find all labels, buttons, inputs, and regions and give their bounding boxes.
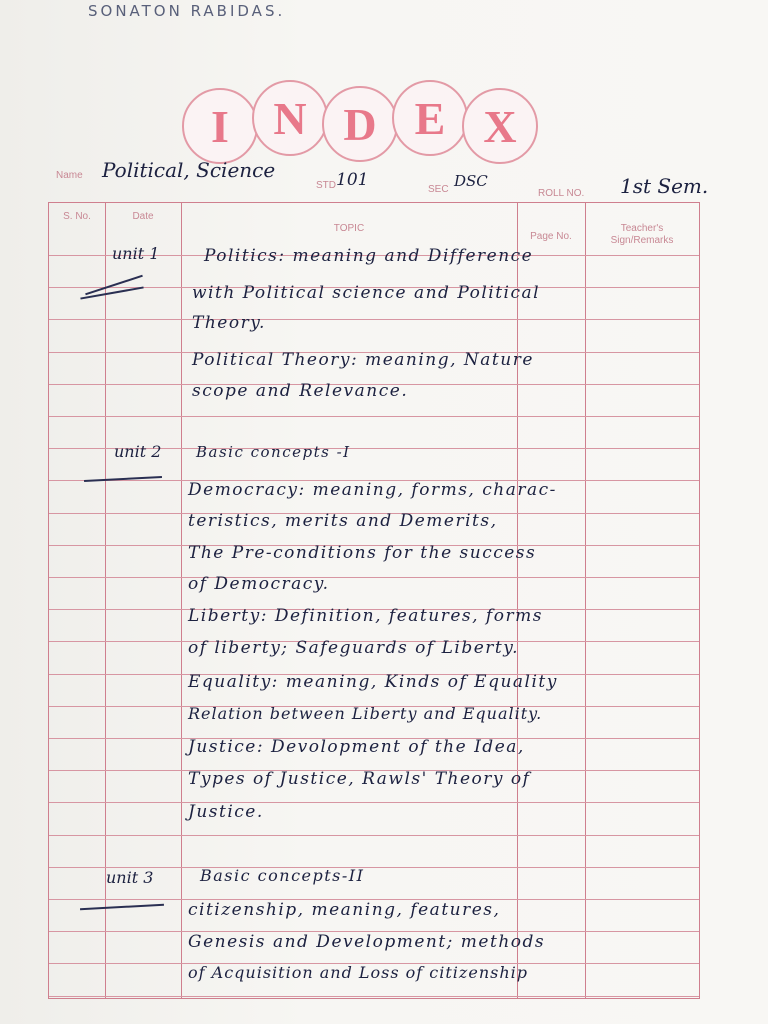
ruled-line — [49, 802, 699, 803]
column-header-sno: S. No. — [63, 211, 91, 222]
topic-line: The Pre-conditions for the success — [188, 543, 537, 563]
unit-label: unit 3 — [106, 868, 154, 887]
column-divider — [517, 203, 518, 998]
topic-line: Basic concepts -I — [196, 443, 351, 461]
roll-value: 1st Sem. — [620, 174, 709, 198]
topic-line: with Political science and Political — [192, 283, 541, 303]
column-divider — [585, 203, 586, 998]
unit-label: unit 2 — [114, 442, 162, 461]
topic-line: of Acquisition and Loss of citizenship — [188, 963, 528, 982]
sec-value: DSC — [454, 172, 488, 190]
column-header-teacher: Teacher's Sign/Remarks — [610, 223, 674, 246]
column-header-date: Date — [132, 211, 154, 222]
column-header-page: Page No. — [530, 231, 572, 242]
column-divider — [181, 203, 182, 998]
logo-letter: X — [462, 88, 538, 164]
logo-letter: I — [182, 88, 258, 164]
roll-label: ROLL NO. — [538, 188, 585, 199]
topic-line: citizenship, meaning, features, — [188, 900, 501, 920]
logo-letter: E — [392, 80, 468, 156]
ruled-line — [49, 835, 699, 836]
topic-line: Basic concepts-II — [200, 866, 365, 885]
ruled-line — [49, 416, 699, 417]
topic-line: teristics, merits and Demerits, — [188, 511, 498, 531]
topic-line: Types of Justice, Rawls' Theory of — [188, 769, 531, 789]
topic-line: Equality: meaning, Kinds of Equality — [188, 672, 558, 692]
topic-line: Liberty: Definition, features, forms — [188, 606, 543, 626]
std-label: STD — [316, 180, 336, 191]
ruled-line — [49, 319, 699, 320]
topic-line: Justice: Devolopment of the Idea, — [188, 737, 525, 757]
topic-line: of liberty; Safeguards of Liberty. — [188, 638, 519, 658]
logo-letter: N — [252, 80, 328, 156]
logo-letter: D — [322, 86, 398, 162]
topic-line: Justice. — [188, 802, 264, 822]
topic-line: Political Theory: meaning, Nature — [192, 350, 534, 370]
topic-line: Politics: meaning and Difference — [204, 246, 534, 266]
topic-line: Democracy: meaning, forms, charac- — [188, 480, 557, 500]
topic-line: Theory. — [192, 313, 266, 333]
std-value: 101 — [336, 170, 369, 190]
name-value: Political, Science — [102, 158, 276, 182]
sec-label: SEC — [428, 184, 449, 195]
topic-line: scope and Relevance. — [192, 381, 409, 401]
ruled-line — [49, 996, 699, 997]
column-header-topic: TOPIC — [333, 223, 365, 234]
topic-line: of Democracy. — [188, 574, 330, 594]
name-label: Name — [56, 170, 83, 181]
topic-line: Relation between Liberty and Equality. — [188, 704, 543, 723]
topic-line: Genesis and Development; methods — [188, 932, 546, 952]
unit-label: unit 1 — [112, 244, 160, 263]
owner-name: SONATON RABIDAS. — [88, 2, 286, 20]
ruled-line — [49, 577, 699, 578]
